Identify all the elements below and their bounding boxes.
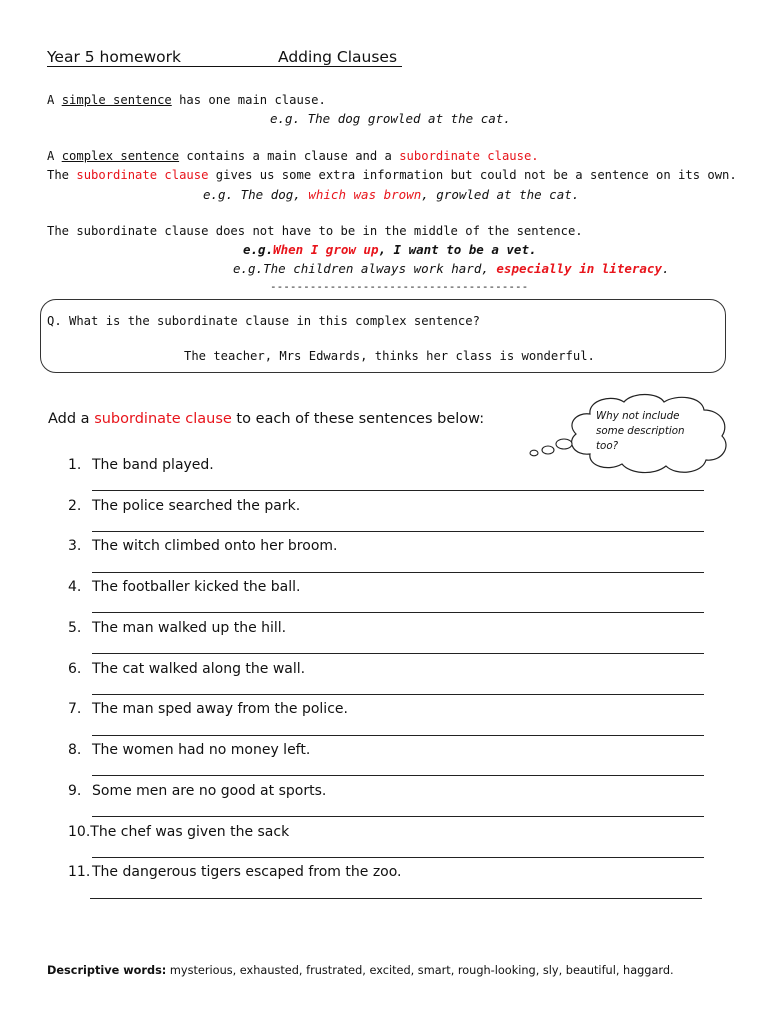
example-literacy: e.g.The children always work hard, especially in literacy. bbox=[233, 261, 670, 276]
simple-sentence-term: simple sentence bbox=[61, 93, 172, 107]
answer-line[interactable] bbox=[92, 531, 704, 532]
descriptive-words-list: mysterious, exhausted, frustrated, excited, smart, rough-looking, sly, beautiful, haggard. bbox=[166, 964, 674, 977]
descriptive-words bbox=[47, 964, 674, 977]
thought-bubble-line-2: some description bbox=[596, 425, 685, 437]
simple-sentence-example: e.g. The dog growled at the cat. bbox=[270, 111, 511, 126]
list-item: 7. The man sped away from the police. bbox=[68, 701, 348, 717]
complex-sentence-definition: A complex sentence contains a main clause and a subordinate clause. bbox=[47, 149, 539, 163]
list-item: 10.The chef was given the sack bbox=[68, 824, 290, 840]
subordinate-clause-definition: The subordinate clause gives us some extra information but could not be a sentence on its own. bbox=[47, 168, 737, 182]
list-item: 9. Some men are no good at sports. bbox=[68, 783, 327, 799]
thought-dot-medium bbox=[542, 446, 554, 454]
complex-sentence-term: complex sentence bbox=[61, 149, 180, 163]
question-sentence: The teacher, Mrs Edwards, thinks her class is wonderful. bbox=[184, 349, 595, 363]
list-item: 4. The footballer kicked the ball. bbox=[68, 579, 301, 595]
thought-bubble-line-1: Why not include bbox=[596, 410, 680, 422]
question-prompt: Q. What is the subordinate clause in this complex sentence? bbox=[47, 314, 480, 328]
thought-dot-large bbox=[556, 439, 572, 449]
answer-line[interactable] bbox=[92, 612, 704, 613]
header-underline bbox=[47, 66, 402, 67]
answer-line[interactable] bbox=[92, 653, 704, 654]
answer-line[interactable] bbox=[92, 857, 704, 858]
list-item: 2. The police searched the park. bbox=[68, 498, 301, 514]
answer-line[interactable] bbox=[92, 775, 704, 776]
answer-line[interactable] bbox=[92, 735, 704, 736]
task-heading: Add a subordinate clause to each of these sentences below: bbox=[48, 411, 485, 427]
worksheet-title bbox=[47, 48, 181, 66]
thought-dot-small bbox=[530, 450, 538, 456]
section-divider: --------------------------------------- bbox=[270, 280, 529, 293]
list-item: 3. The witch climbed onto her broom. bbox=[68, 538, 338, 554]
answer-line[interactable] bbox=[90, 898, 702, 899]
position-note: The subordinate clause does not have to be in the middle of the sentence. bbox=[47, 224, 583, 238]
answer-line[interactable] bbox=[92, 816, 704, 817]
answer-line[interactable] bbox=[92, 694, 704, 695]
subject-title: Adding Clauses bbox=[278, 48, 398, 66]
list-item: 1. The band played. bbox=[68, 457, 214, 473]
answer-line[interactable] bbox=[92, 490, 704, 491]
thought-bubble-line-3: too? bbox=[596, 440, 619, 452]
list-item: 11. The dangerous tigers escaped from the zoo. bbox=[68, 864, 402, 880]
example-grow-up: e.g.When I grow up, I want to be a vet. bbox=[243, 242, 537, 257]
complex-sentence-example: e.g. The dog, which was brown, growled at the cat. bbox=[203, 187, 580, 202]
list-item: 8. The women had no money left. bbox=[68, 742, 311, 758]
simple-sentence-definition: A simple sentence has one main clause. bbox=[47, 93, 326, 107]
descriptive-words-label: Descriptive words: bbox=[47, 964, 167, 977]
list-item: 5. The man walked up the hill. bbox=[68, 620, 287, 636]
answer-line[interactable] bbox=[92, 572, 704, 573]
homework-label: Year 5 homework bbox=[47, 48, 181, 66]
list-item: 6. The cat walked along the wall. bbox=[68, 661, 306, 677]
